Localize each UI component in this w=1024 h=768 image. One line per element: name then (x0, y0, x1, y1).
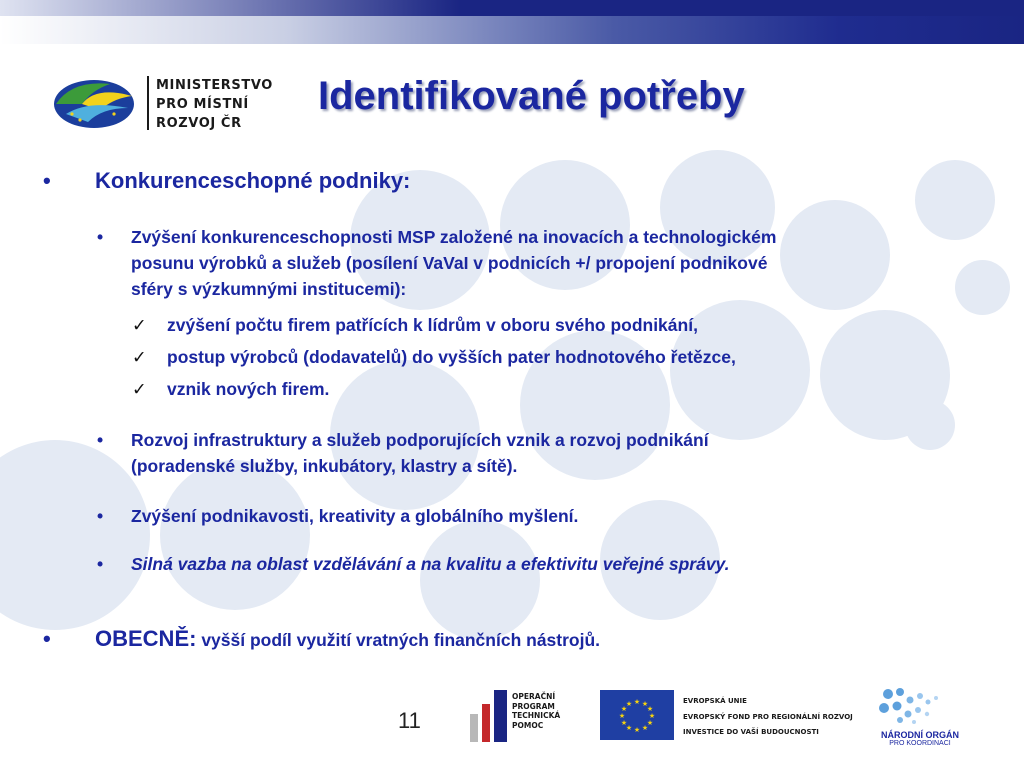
summary-text: vyšší podíl využití vratných finančních nástrojů. (196, 630, 601, 650)
list-item (131, 427, 709, 479)
op-technicka-pomoc-logo (470, 690, 570, 742)
list-item-line: sféry s výzkumnými institucemi): (131, 279, 407, 299)
svg-text:★: ★ (641, 700, 649, 708)
list-item: Silná vazba na oblast vzdělávání a na kvalitu a efektivitu veřejné správy. (131, 554, 730, 574)
bullet-icon: • (43, 168, 51, 193)
bullet-icon: • (97, 430, 104, 450)
op-logo-line: PROGRAM (512, 701, 555, 711)
checkmark-icon: ✓ (132, 379, 147, 399)
ministry-name-line: PRO MÍSTNÍ (156, 97, 249, 112)
op-logo-line: OPERAČNÍ (512, 692, 556, 701)
svg-text:★: ★ (641, 724, 649, 732)
section-heading: Konkurenceschopné podniky: (95, 168, 411, 193)
eu-line: INVESTICE DO VAŠÍ BUDOUCNOSTI (683, 728, 819, 736)
bullet-icon: • (97, 227, 104, 247)
narodni-organ-dots-icon (870, 684, 970, 728)
svg-text:★: ★ (633, 726, 641, 734)
summary-label: OBECNĚ: (95, 626, 197, 651)
eu-flag-icon (600, 690, 674, 740)
svg-text:★: ★ (625, 700, 633, 708)
svg-text:★: ★ (646, 705, 654, 713)
op-logo-line: POMOC (512, 720, 544, 730)
list-item: Zvýšení podnikavosti, kreativity a globálního myšlení. (131, 506, 579, 526)
eu-text (683, 694, 853, 741)
ministry-name (156, 76, 273, 133)
svg-text:★: ★ (646, 719, 654, 727)
bullet-icon: • (43, 626, 51, 651)
op-bar-gray (470, 714, 478, 742)
op-logo-line: TECHNICKÁ (512, 711, 561, 721)
bg-circle (160, 460, 310, 610)
bullet-icon: • (97, 506, 104, 526)
bg-circle (0, 440, 150, 630)
eu-line: EVROPSKÝ FOND PRO REGIONÁLNÍ ROZVOJ (683, 712, 853, 721)
eu-logo (600, 690, 860, 742)
list-item (131, 224, 1001, 302)
mmr-logo (52, 74, 136, 132)
svg-text:★: ★ (620, 719, 628, 727)
checkmark-icon: ✓ (132, 347, 147, 367)
svg-text:★: ★ (618, 712, 626, 720)
bullet-icon: • (97, 554, 104, 574)
list-item-line: (poradenské služby, inkubátory, klastry a sítě). (131, 456, 518, 476)
header-top-band (0, 0, 1024, 16)
bg-circle (420, 520, 540, 640)
list-item-line: Rozvoj infrastruktury a služeb podporujících vznik a rozvoj podnikání (131, 430, 709, 450)
svg-text:★: ★ (620, 705, 628, 713)
page-number: 11 (398, 708, 421, 733)
ministry-name-line: ROZVOJ ČR (156, 116, 242, 131)
svg-text:★: ★ (625, 724, 633, 732)
check-item: vznik nových firem. (167, 379, 330, 399)
list-item-line: Zvýšení konkurenceschopnosti MSP založené na inovacích a technologickém (131, 227, 777, 247)
check-item: zvýšení počtu firem patřících k lídrům v oboru svého podnikání, (167, 315, 698, 335)
svg-text:★: ★ (633, 698, 641, 706)
ministry-name-line: MINISTERSTVO (156, 78, 273, 93)
narodni-organ-subtitle: PRO KOORDINACI (889, 740, 951, 747)
svg-text:★: ★ (648, 712, 656, 720)
list-item-line: posunu výrobků a služeb (posílení VaVaI v podnicích +/ propojení podnikové (131, 253, 768, 273)
check-item: postup výrobců (dodavatelů) do vyšších pater hodnotového řetězce, (167, 347, 736, 367)
bg-circle (905, 400, 955, 450)
logo-separator (147, 76, 149, 130)
narodni-organ-logo (870, 684, 970, 750)
summary-line (95, 626, 600, 652)
ministry-logo (52, 74, 292, 134)
op-bar-red (482, 704, 490, 742)
narodni-organ-title: NÁRODNÍ ORGÁN (881, 730, 959, 740)
op-logo-bars (470, 690, 510, 742)
eu-line: EVROPSKÁ UNIE (683, 697, 747, 705)
slide-title: Identifikované potřeby (318, 74, 745, 118)
op-logo-text (512, 692, 560, 730)
checkmark-icon: ✓ (132, 315, 147, 335)
op-bar-navy (494, 690, 507, 742)
